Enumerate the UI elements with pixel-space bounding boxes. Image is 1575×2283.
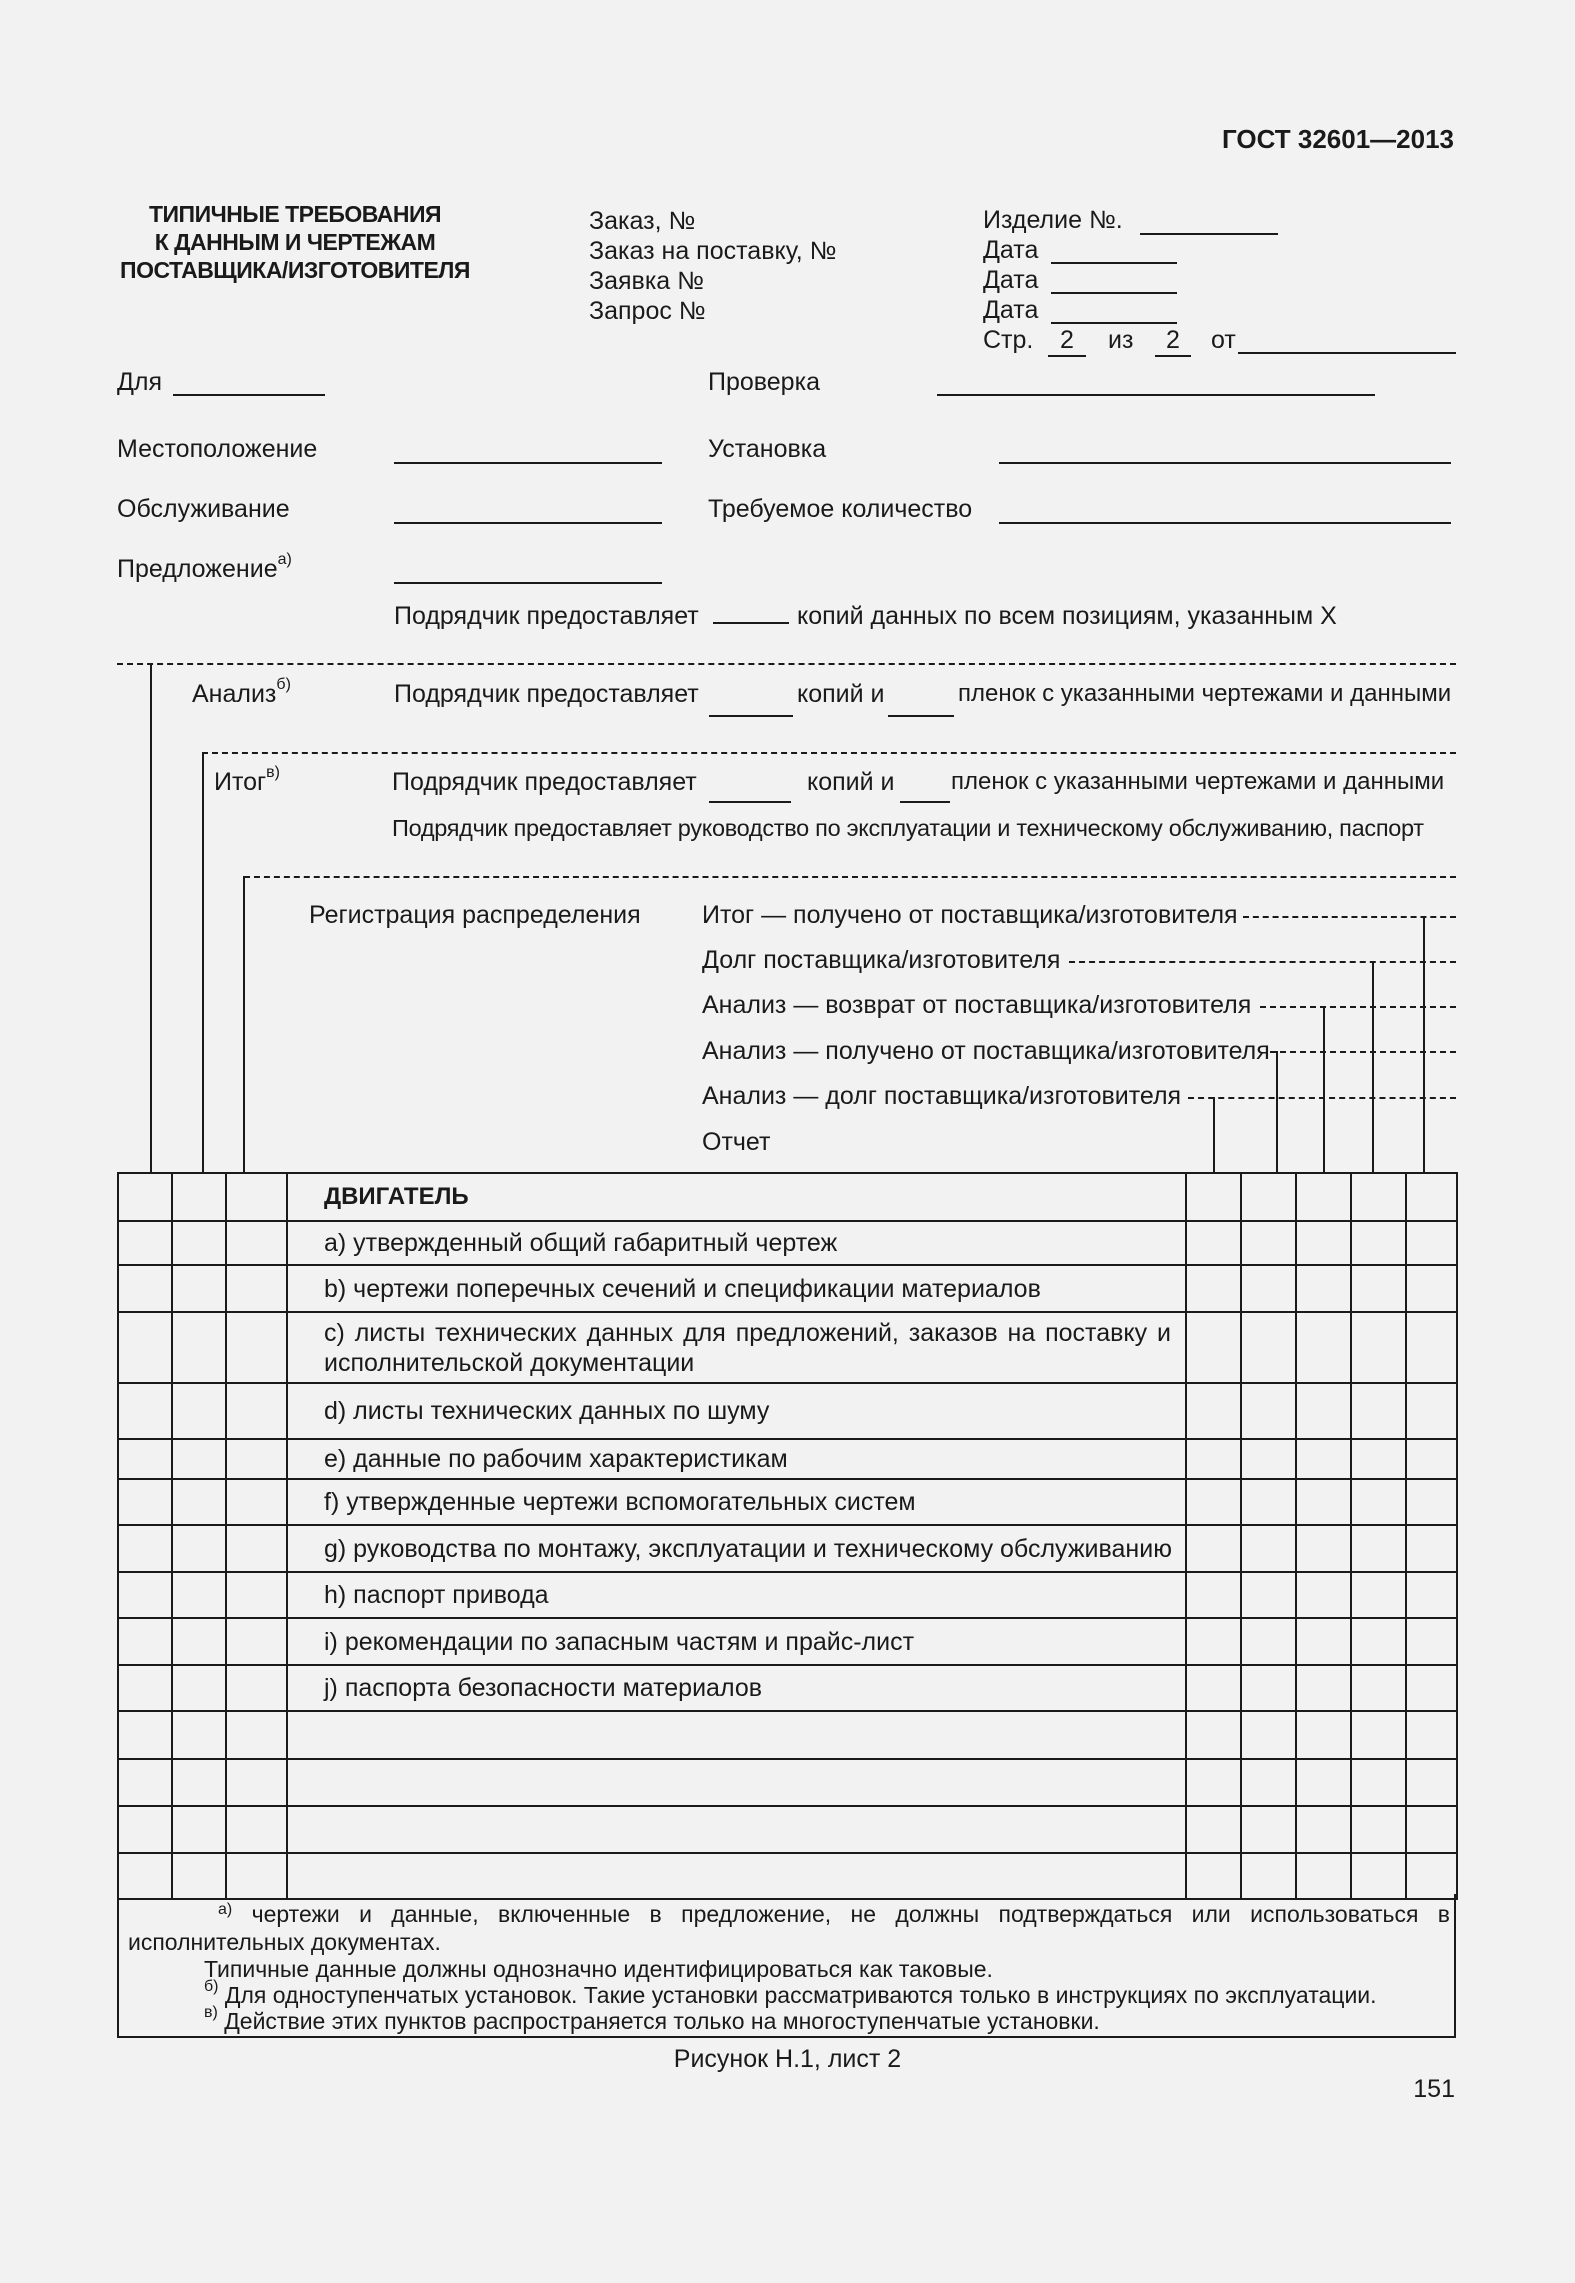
page-label: Стр. [983,326,1034,354]
final-divider [244,876,1456,878]
proposal-text-a: Подрядчик предоставляет [394,602,699,630]
checkbox-cell[interactable] [1296,1572,1351,1618]
column-connector [1372,961,1374,1173]
checkbox-cell[interactable] [172,1665,226,1711]
checkbox-cell[interactable] [1351,1711,1406,1759]
table-item-text: j) паспорта безопасности материалов [287,1665,1186,1711]
analysis-films-field[interactable] [888,715,954,717]
proposal-divider [117,663,1456,665]
checkbox-cell[interactable] [226,1665,287,1711]
footnotes [117,1894,1456,2038]
checkbox-cell[interactable] [1186,1759,1241,1806]
checkbox-cell[interactable] [1351,1665,1406,1711]
table-item-text: a) утвержденный общий габаритный чертеж [287,1221,1186,1265]
table-item-text: i) рекомендации по запасным частям и прайс-лист [287,1618,1186,1665]
service-label: Обслуживание [117,495,290,523]
checkbox-cell[interactable] [1241,1665,1296,1711]
checkbox-cell[interactable] [1351,1759,1406,1806]
analysis-text-a: Подрядчик предоставляет [394,680,699,708]
checkbox-cell[interactable] [1406,1312,1457,1383]
checkbox-cell[interactable] [226,1711,287,1759]
checkbox-cell[interactable] [1296,1618,1351,1665]
final-text-d: Подрядчик предоставляет руководство по эксплуатации и техническому обслуживанию, паспорт [392,815,1424,841]
checkbox-cell[interactable] [1406,1853,1457,1899]
distribution-item: Итог — получено от поставщика/изготовителя [702,901,1238,929]
from-label: от [1211,326,1236,354]
table-row [118,1806,1457,1853]
checkbox-cell[interactable] [1296,1312,1351,1383]
table-row [118,1759,1457,1806]
checkbox-cell[interactable] [118,1759,172,1806]
analysis-divider [202,752,1456,754]
checkbox-cell[interactable] [1351,1221,1406,1265]
checkbox-cell[interactable] [172,1479,226,1525]
table-item-text [287,1759,1186,1806]
checkbox-cell[interactable] [118,1618,172,1665]
distribution-item: Отчет [702,1128,771,1156]
checkbox-cell[interactable] [172,1173,226,1221]
checkbox-cell[interactable] [1406,1479,1457,1525]
table-item-text: h) паспорт привода [287,1572,1186,1618]
checkbox-cell[interactable] [1241,1618,1296,1665]
checkbox-cell[interactable] [1186,1221,1241,1265]
final-bracket-line [243,876,245,1173]
leader-line [1260,1006,1456,1008]
for-field[interactable] [173,394,325,396]
proposal-copies-field[interactable] [713,622,789,624]
distribution-item: Долг поставщика/изготовителя [702,946,1061,974]
proposal-label: Предложение$^{а)}$ [117,551,292,583]
proposal-field[interactable] [394,582,662,584]
analysis-copies-field[interactable] [709,715,793,717]
checkbox-cell[interactable] [226,1618,287,1665]
checkbox-cell[interactable] [1406,1221,1457,1265]
checkbox-cell[interactable] [118,1665,172,1711]
checkbox-cell[interactable] [1351,1479,1406,1525]
column-connector [1213,1097,1215,1173]
checkbox-cell[interactable] [1351,1439,1406,1479]
checkbox-cell[interactable] [1241,1479,1296,1525]
date-field[interactable] [1051,262,1177,264]
table-row [118,1618,1457,1665]
checkbox-cell[interactable] [1296,1479,1351,1525]
leader-line [1270,1051,1456,1053]
table-row [118,1383,1457,1439]
form-title-line: ТИПИЧНЫЕ ТРЕБОВАНИЯ [148,201,442,227]
checkbox-cell[interactable] [1241,1525,1296,1572]
checkbox-cell[interactable] [226,1759,287,1806]
checkbox-cell[interactable] [1186,1479,1241,1525]
page-number-field[interactable]: 2 [1048,326,1086,357]
checkbox-cell[interactable] [1241,1265,1296,1312]
checkbox-cell[interactable] [172,1711,226,1759]
checkbox-cell[interactable] [1241,1853,1296,1899]
analysis-bracket-line [202,752,204,1173]
checkbox-cell[interactable] [1296,1525,1351,1572]
checkbox-cell[interactable] [1406,1711,1457,1759]
installation-label: Установка [708,435,827,463]
checkbox-cell[interactable] [1406,1439,1457,1479]
checkbox-cell[interactable] [172,1221,226,1265]
table-row [118,1312,1457,1383]
checkbox-cell[interactable] [1186,1265,1241,1312]
from-date-field[interactable] [1238,352,1456,354]
checkbox-cell[interactable] [1351,1853,1406,1899]
checkbox-cell[interactable] [1406,1173,1457,1221]
analysis-text-c: пленок с указанными чертежами и данными [958,680,1452,707]
checkbox-cell[interactable] [226,1173,287,1221]
checkbox-cell[interactable] [1241,1572,1296,1618]
inquiry-label: Запрос № [589,297,706,325]
distribution-item: Анализ — получено от поставщика/изготовителя [702,1037,1270,1065]
final-label: Итог$^{в)}$ [214,764,280,796]
order-number-label: Заказ, № [589,207,696,235]
checkbox-cell[interactable] [118,1383,172,1439]
standard-number: ГОСТ 32601—2013 [1222,124,1454,154]
checkbox-cell[interactable] [118,1221,172,1265]
checkbox-cell[interactable] [1351,1312,1406,1383]
for-label: Для [117,368,163,396]
checkbox-cell[interactable] [1186,1665,1241,1711]
checkbox-cell[interactable] [1296,1665,1351,1711]
checkbox-cell[interactable] [1186,1806,1241,1853]
table-row [118,1853,1457,1899]
checkbox-cell[interactable] [1406,1265,1457,1312]
column-connector [1423,916,1425,1173]
checkbox-cell[interactable] [1241,1312,1296,1383]
checkbox-cell[interactable] [1186,1711,1241,1759]
purchase-order-label: Заказ на поставку, № [589,237,837,265]
item-number-field[interactable] [1140,233,1278,235]
analysis-label: Анализ$^{б)}$ [192,676,291,708]
form-title [120,200,470,284]
checkbox-cell[interactable] [226,1221,287,1265]
checkbox-cell[interactable] [1351,1265,1406,1312]
checkbox-cell[interactable] [1296,1383,1351,1439]
proposal-bracket-line [150,663,152,1173]
table-row [118,1665,1457,1711]
checkbox-cell[interactable] [172,1806,226,1853]
table-item-text: b) чертежи поперечных сечений и спецификации материалов [287,1265,1186,1312]
checkbox-cell[interactable] [1241,1439,1296,1479]
checkbox-cell[interactable] [172,1312,226,1383]
checkbox-cell[interactable] [172,1383,226,1439]
checkbox-cell[interactable] [172,1572,226,1618]
checkbox-cell[interactable] [1351,1572,1406,1618]
check-label: Проверка [708,368,820,396]
checkbox-cell[interactable] [118,1479,172,1525]
location-label: Местоположение [117,435,318,463]
table-row [118,1572,1457,1618]
checkbox-cell[interactable] [226,1265,287,1312]
date-label: Дата [983,296,1039,324]
required-qty-label: Требуемое количество [708,495,973,523]
checkbox-cell[interactable] [118,1853,172,1899]
distribution-item: Анализ — долг поставщика/изготовителя [702,1082,1182,1110]
table-item-text: e) данные по рабочим характеристикам [287,1439,1186,1479]
checkbox-cell[interactable] [1186,1312,1241,1383]
checkbox-cell[interactable] [1241,1173,1296,1221]
table-row [118,1525,1457,1572]
checkbox-cell[interactable] [1186,1572,1241,1618]
checkbox-cell[interactable] [1241,1806,1296,1853]
checkbox-cell[interactable] [1351,1525,1406,1572]
checkbox-cell[interactable] [1296,1759,1351,1806]
checkbox-cell[interactable] [118,1439,172,1479]
footnote-a: $^{а)}$ чертежи и данные, включенные в предложение, не должны подтверждаться или использоваться в исполнительных документах. [128,1901,1451,1955]
checkbox-cell[interactable] [1241,1759,1296,1806]
checkbox-cell[interactable] [226,1312,287,1383]
final-copies-field[interactable] [709,801,791,803]
checkbox-cell[interactable] [1296,1711,1351,1759]
checkbox-cell[interactable] [1406,1618,1457,1665]
checkbox-cell[interactable] [1296,1853,1351,1899]
column-connector [1323,1006,1325,1173]
engine-table [117,1172,1458,1900]
footnote-general: Типичные данные должны однозначно идентифицироваться как таковые. [204,1956,993,1982]
table-row [118,1221,1457,1265]
requisition-label: Заявка № [589,267,704,295]
table-heading: ДВИГАТЕЛЬ [287,1173,1186,1221]
table-item-text [287,1806,1186,1853]
table-item-text: f) утвержденные чертежи вспомогательных систем [287,1479,1186,1525]
checkbox-cell[interactable] [172,1265,226,1312]
checkbox-cell[interactable] [1186,1439,1241,1479]
checkbox-cell[interactable] [1241,1221,1296,1265]
checkbox-cell[interactable] [226,1479,287,1525]
date-label: Дата [983,266,1039,294]
checkbox-cell[interactable] [118,1265,172,1312]
final-text-b: копий и [807,768,895,796]
checkbox-cell[interactable] [172,1759,226,1806]
figure-caption: Рисунок Н.1, лист 2 [673,2045,902,2073]
checkbox-cell[interactable] [1186,1525,1241,1572]
table-item-text: d) листы технических данных по шуму [287,1383,1186,1439]
checkbox-cell[interactable] [1406,1665,1457,1711]
checkbox-cell[interactable] [1351,1173,1406,1221]
checkbox-cell[interactable] [226,1383,287,1439]
date-label: Дата [983,236,1039,264]
table-item-text: c) листы технических данных для предложений, заказов на поставку и исполнительской документации [287,1312,1186,1383]
checkbox-cell[interactable] [1406,1383,1457,1439]
table-row [118,1265,1457,1312]
analysis-text-b: копий и [797,680,885,708]
checkbox-cell[interactable] [1406,1572,1457,1618]
distribution-label: Регистрация распределения [309,901,641,929]
required-qty-field[interactable] [999,522,1451,524]
checkbox-cell[interactable] [1241,1383,1296,1439]
item-number-label: Изделие №. [983,206,1123,234]
table-row [118,1479,1457,1525]
leader-line [1188,1097,1456,1099]
check-field[interactable] [937,394,1375,396]
final-text-a: Подрядчик предоставляет [392,768,697,796]
checkbox-cell[interactable] [118,1312,172,1383]
checkbox-cell[interactable] [226,1806,287,1853]
footnote-b: $^{б)}$ Для одноступенчатых установок. Такие установки рассматриваются только в инструкциях по эксплуатации. [204,1978,1377,2008]
checkbox-cell[interactable] [1351,1806,1406,1853]
checkbox-cell[interactable] [172,1439,226,1479]
checkbox-cell[interactable] [1406,1806,1457,1853]
checkbox-cell[interactable] [1351,1383,1406,1439]
checkbox-cell[interactable] [118,1572,172,1618]
checkbox-cell[interactable] [1241,1711,1296,1759]
service-field[interactable] [394,522,662,524]
table-item-text [287,1711,1186,1759]
checkbox-cell[interactable] [118,1806,172,1853]
form-title-line: К ДАННЫМ И ЧЕРТЕЖАМ [154,229,436,255]
checkbox-cell[interactable] [172,1853,226,1899]
final-text-c: пленок с указанными чертежами и данными [951,768,1445,795]
checkbox-cell[interactable] [172,1525,226,1572]
checkbox-cell[interactable] [1406,1759,1457,1806]
checkbox-cell[interactable] [1186,1853,1241,1899]
page-number: 151 [1413,2075,1455,2103]
checkbox-cell[interactable] [172,1618,226,1665]
checkbox-cell[interactable] [1296,1439,1351,1479]
table-item-text: g) руководства по монтажу, эксплуатации и техническому обслуживанию [287,1525,1186,1572]
of-label: из [1108,326,1134,354]
checkbox-cell[interactable] [226,1525,287,1572]
checkbox-cell[interactable] [1186,1618,1241,1665]
final-films-field[interactable] [900,801,950,803]
checkbox-cell[interactable] [1296,1806,1351,1853]
checkbox-cell[interactable] [118,1173,172,1221]
table-row [118,1439,1457,1479]
distribution-item: Анализ — возврат от поставщика/изготовителя [702,991,1252,1019]
order-fields [589,206,836,326]
date-field[interactable] [1051,322,1177,324]
checkbox-cell[interactable] [118,1711,172,1759]
checkbox-cell[interactable] [1406,1525,1457,1572]
checkbox-cell[interactable] [1186,1173,1241,1221]
checkbox-cell[interactable] [1296,1173,1351,1221]
checkbox-cell[interactable] [226,1853,287,1899]
leader-line [1069,961,1456,963]
checkbox-cell[interactable] [226,1572,287,1618]
date-field[interactable] [1051,292,1177,294]
footnote-c: $^{в)}$ Действие этих пунктов распространяется только на многоступенчатые установки. [204,2004,1100,2034]
table-row [118,1711,1457,1759]
checkbox-cell[interactable] [1186,1383,1241,1439]
form-title-line: ПОСТАВЩИКА/ИЗГОТОВИТЕЛЯ [120,257,470,283]
table-heading-row [118,1173,1457,1221]
checkbox-cell[interactable] [1296,1221,1351,1265]
checkbox-cell[interactable] [226,1439,287,1479]
checkbox-cell[interactable] [118,1525,172,1572]
table-item-text [287,1853,1186,1899]
checkbox-cell[interactable] [1351,1618,1406,1665]
location-field[interactable] [394,462,662,464]
proposal-text-b: копий данных по всем позициям, указанным Х [797,602,1337,630]
installation-field[interactable] [999,462,1451,464]
page-total-field[interactable]: 2 [1155,326,1191,357]
column-connector [1276,1051,1278,1173]
checkbox-cell[interactable] [1296,1265,1351,1312]
